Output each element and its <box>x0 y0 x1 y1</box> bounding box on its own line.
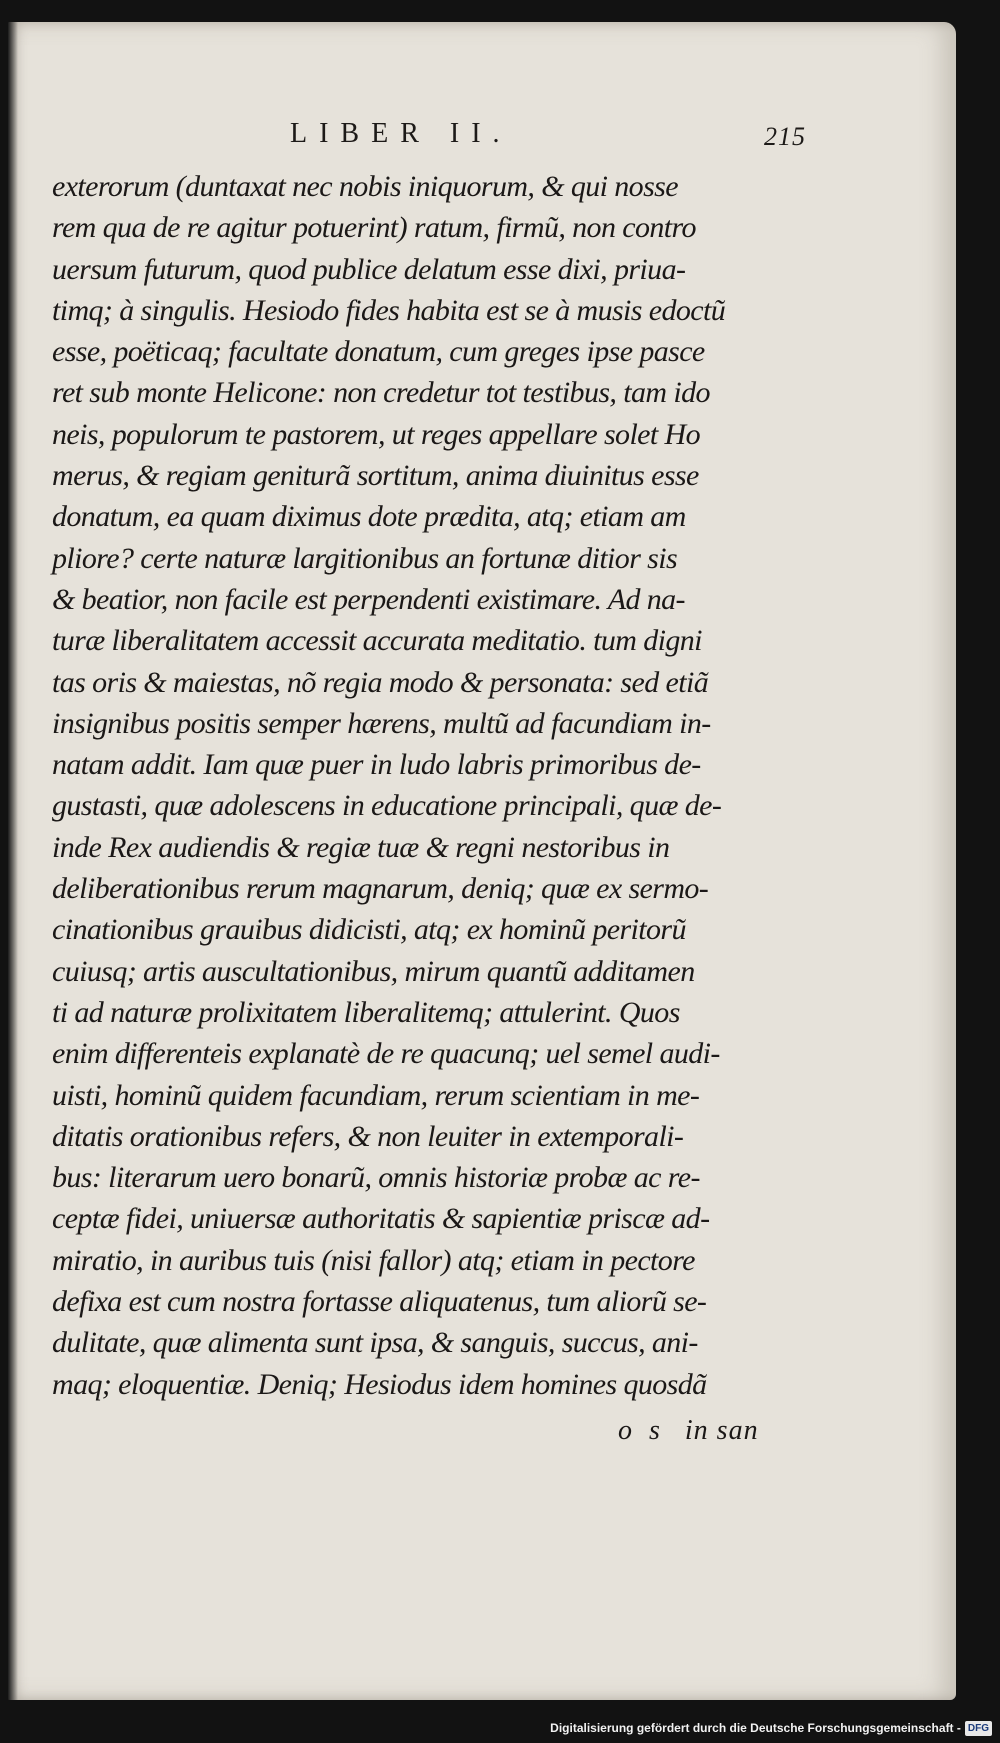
text-line: esse, poëticaq; facultate donatum, cum greges ipse pasce <box>52 335 705 369</box>
text-line: cinationibus grauibus didicisti, atq; ex hominũ peritorũ <box>52 913 686 947</box>
text-line: ret sub monte Helicone: non credetur tot testibus, tam ido <box>52 376 710 410</box>
text-line: uersum futurum, quod publice delatum esse dixi, priua- <box>52 252 686 286</box>
text-line: donatum, ea quam diximus dote prædita, atq; etiam am <box>52 500 686 534</box>
text-line: ti ad naturæ prolixitatem liberalitemq; attulerint. Quos <box>52 995 680 1029</box>
text-line: ditatis orationibus refers, & non leuiter in extemporali- <box>52 1119 684 1153</box>
text-line: turæ liberalitatem accessit accurata meditatio. tum digni <box>52 624 702 658</box>
text-line: ceptæ fidei, uniuersæ authoritatis & sapientiæ priscæ ad- <box>52 1202 710 1236</box>
dfg-logo: DFG <box>965 1721 992 1736</box>
text-line: gustasti, quæ adolescens in educatione principali, quæ de- <box>52 789 722 823</box>
text-line: exterorum (duntaxat nec nobis iniquorum, & qui nosse <box>52 170 678 203</box>
text-line: miratio, in auribus tuis (nisi fallor) atq; etiam in pectore <box>52 1243 695 1277</box>
text-line: bus: literarum uero bonarũ, omnis historiæ probæ ac re- <box>52 1161 700 1195</box>
text-line: deliberationibus rerum magnarum, deniq; quæ ex sermo- <box>52 872 709 906</box>
text-line: natam addit. Iam quæ puer in ludo labris primoribus de- <box>52 748 701 782</box>
text-line: maq; eloquentiæ. Deniq; Hesiodus idem homines quosdã <box>52 1367 707 1401</box>
running-head: LIBER II. <box>290 118 512 149</box>
digitization-footer <box>550 1719 992 1737</box>
text-line: defixa est cum nostra fortasse aliquatenus, tum aliorũ se- <box>52 1285 707 1319</box>
text-line: rem qua de re agitur potuerint) ratum, firmũ, non contro <box>52 211 696 245</box>
text-line: pliore? certe naturæ largitionibus an fortunæ ditior sis <box>52 541 678 575</box>
catchword: o s in san <box>618 1415 759 1446</box>
text-line: insignibus positis semper hærens, multũ ad facundiam in- <box>52 706 711 740</box>
body-text <box>52 166 792 1405</box>
funding-notice: Digitalisierung gefördert durch die Deutsche Forschungsgemeinschaft - <box>550 1721 961 1735</box>
text-line: timq; à singulis. Hesiodo fides habita est se à musis edoctũ <box>52 293 726 327</box>
text-line: enim differenteis explanatè de re quacunq; uel semel audi- <box>52 1037 720 1071</box>
page-header <box>0 118 1000 158</box>
text-line: & beatior, non facile est perpendenti existimare. Ad na- <box>52 582 685 616</box>
text-line: dulitate, quæ alimenta sunt ipsa, & sanguis, succus, ani- <box>52 1326 698 1360</box>
text-line: merus, & regiam geniturã sortitum, anima diuinitus esse <box>52 459 699 493</box>
text-line: tas oris & maiestas, nõ regia modo & personata: sed etiã <box>52 665 709 699</box>
page-gutter-shadow <box>8 22 18 1700</box>
page-number: 215 <box>764 122 806 151</box>
text-line: cuiusq; artis auscultationibus, mirum quantũ additamen <box>52 954 695 988</box>
text-line: neis, populorum te pastorem, ut reges appellare solet Ho <box>52 417 700 451</box>
text-line: inde Rex audiendis & regiæ tuæ & regni nestoribus in <box>52 830 670 864</box>
text-line: uisti, hominũ quidem facundiam, rerum scientiam in me- <box>52 1078 700 1112</box>
